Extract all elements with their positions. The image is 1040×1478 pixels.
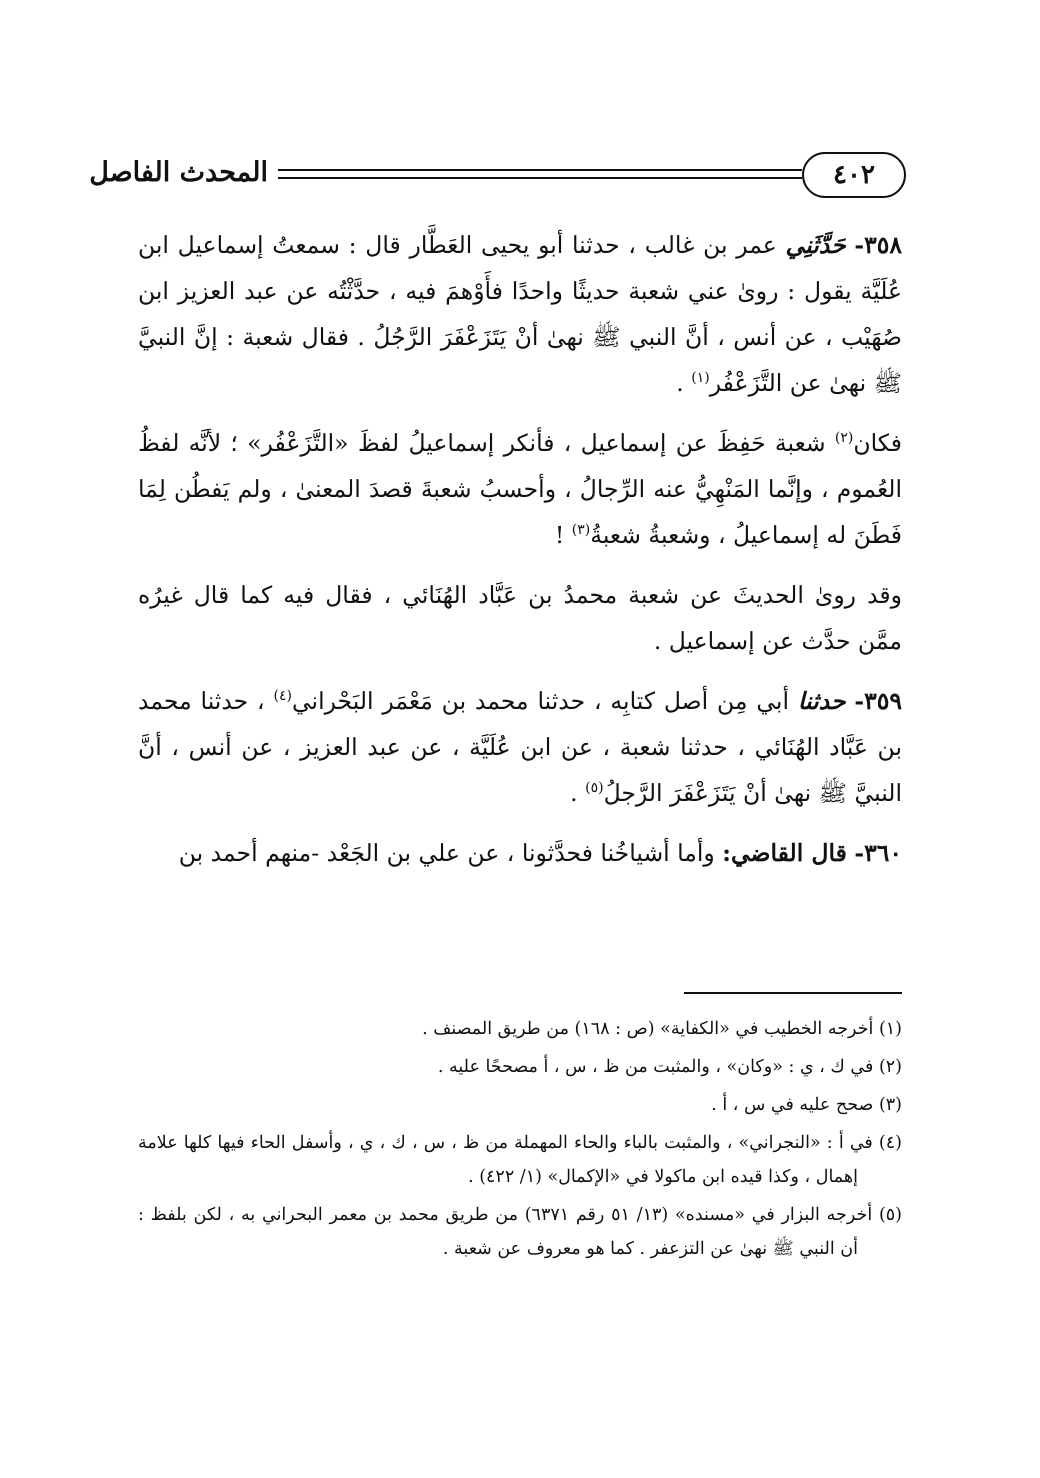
page-number: ٤٠٢ [802,152,906,198]
footnote-mark: (٣) [878,1095,902,1115]
footnote-text: صحح عليه في س ، أ . [711,1095,874,1115]
footnote-text: في أ : «النجراني» ، والمثبت بالباء والحاء المهملة من ظ ، س ، ك ، ي ، وأسفل الحاء فيها كلها علامة إهمال ، وكذا قيده ابن ماكولا في «الإكمال» (١/ ٤٢٢) . [138,1133,873,1187]
footnote-mark: (٥) [878,1205,902,1225]
header-double-rule [278,169,802,179]
paragraph-358 [138,222,902,406]
footnote-text: أخرجه البزار في «مسنده» (١٣/ ٥١ رقم ٦٣٧١) من طريق محمد بن معمر البحراني به ، لكن بلفظ : أن النبي ﷺ نهىٰ عن التزعفر . كما هو معروف عن شعبة . [138,1205,873,1259]
footnote-text: في ك ، ي : «وكان» ، والمثبت من ظ ، س ، أ مصححًا عليه . [437,1057,874,1077]
footnote-mark: (٢) [878,1057,902,1077]
paragraph-text: عمر بن غالب ، حدثنا أبو يحيى العَطَّار قال : سمعتُ إسماعيل ابن عُلَيَّة يقول : روىٰ عني شعبة حديثًا واحدًا فأَوْهمَ فيه ، حدَّثْتُه عن عبد العزيز ابن صُهَيْب ، عن أنس ، أنَّ النبي ﷺ نهىٰ أنْ يَتَزَعْفَرَ الرَّجُلُ . فقال شعبة : إنَّ النبيَّ ﷺ نهىٰ عن التَّزَعْفُر [138,231,903,397]
hadith-number: ٣٥٨- [854,231,902,259]
paragraph-text: أبي مِن أصل كتابِه ، حدثنا محمد بن مَعْمَر البَحْراني [291,687,789,715]
paragraph-text: . [570,779,586,807]
paragraph-kana [138,420,902,558]
footnote-text: أخرجه الخطيب في «الكفاية» (ص : ١٦٨) من طريق المصنف . [422,1019,874,1039]
footnote-ref: (٣) [571,522,591,539]
main-text [138,222,902,890]
paragraph-text: وأما أشياخُنا فحدَّثونا ، عن علي بن الجَعْد -منهم أحمد بن [178,839,715,867]
footnote-ref: (٥) [585,780,604,797]
paragraph-text: . [676,369,692,397]
footnote-ref: (١) [691,370,710,387]
paragraph-text: ! [554,521,572,549]
hadith-lead-word: حدثنا [797,687,846,715]
footnote [138,1050,902,1084]
hadith-number: ٣٦٠- [854,839,902,867]
footnote [138,1198,902,1266]
paragraph-rawa [138,572,902,664]
hadith-number: ٣٥٩- [854,687,902,715]
footnote [138,1126,902,1194]
footnote-ref: (٤) [273,688,292,705]
footnote-mark: (٤) [878,1133,902,1153]
footnotes [138,1012,902,1270]
paragraph-359 [138,678,902,816]
paragraph-text: ، حدثنا محمد بن عَبَّاد الهُنَائي ، حدثنا شعبة ، عن ابن عُلَيَّة ، عن عبد العزيز ، عن أنس ، أنَّ النبيَّ ﷺ نهىٰ أنْ يَتَزَعْفَرَ الرَّجلُ [138,687,902,807]
paragraph-text: شعبة حَفِظَ عن إسماعيل ، فأنكر إسماعيلُ لفظَ «التَّزَعْفُر» ؛ لأنَّه لفظُ العُموم ، وإنَّما المَنْهِيُّ عنه الرِّجالُ ، وأحسبُ شعبةَ قصدَ المعنىٰ ، ولم يَفطُن لِمَا فَطَنَ له إسماعيلُ ، وشعبةُ شعبةُ [138,429,902,549]
footnote-ref: (٢) [834,430,854,447]
paragraph-360 [138,830,902,876]
running-header [89,150,906,206]
footnote [138,1012,902,1046]
paragraph-text: فكان [853,429,902,457]
paragraph-text: وقد روىٰ الحديثَ عن شعبة محمدُ بن عَبَّاد الهُنَائي ، فقال فيه كما قال غيرُه ممَّن حدَّث عن إسماعيل . [138,581,902,655]
footnote-separator [684,992,902,994]
footnote-mark: (١) [878,1019,902,1039]
book-title: المحدث الفاصل [89,157,268,188]
footnote [138,1088,902,1122]
hadith-lead-word: قال القاضي: [722,839,847,867]
hadith-lead-word: حَدَّثَنِي [785,231,846,259]
